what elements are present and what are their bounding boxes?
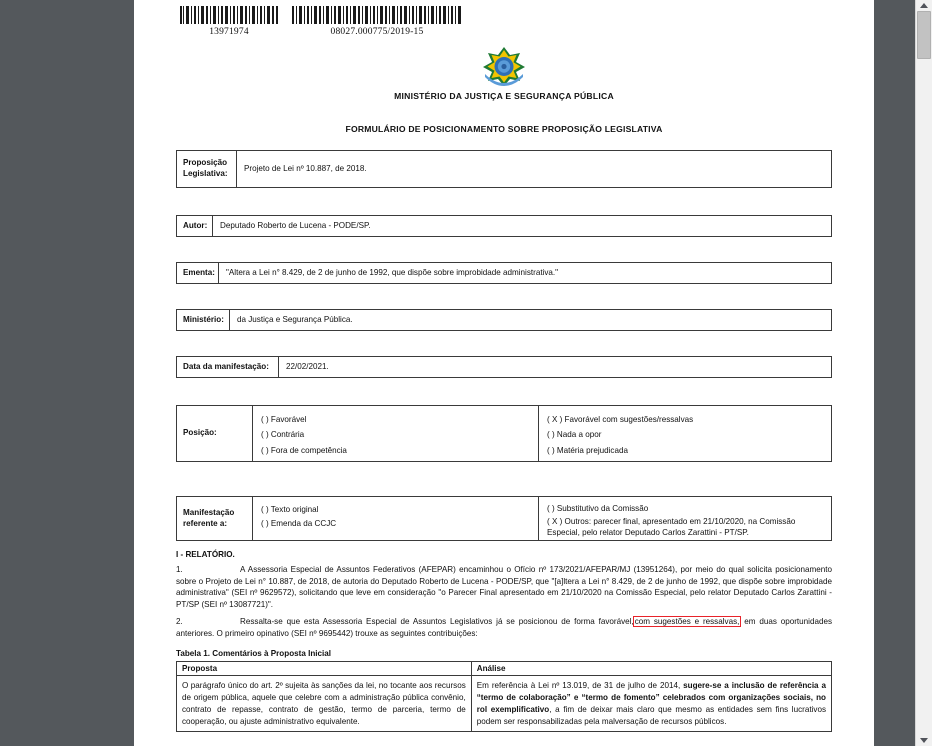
barcode-left [180,6,278,37]
field-value: Projeto de Lei nº 10.887, de 2018. [244,163,367,173]
posicao-option-materia-prejudicada[interactable]: ( ) Matéria prejudicada [547,445,628,455]
field-value: Deputado Roberto de Lucena - PODE/SP. [220,220,371,230]
analise-bold: sugere-se a inclusão de referência a “termo de colaboração” e “termo de fomento” celebrados com organizações sociais, no rol exemplificativo [476,681,826,714]
field-ministerio [176,309,832,331]
posicao-option-fora-de-competencia[interactable]: ( ) Fora de competência [261,445,347,455]
paragraph-number: 2. [176,616,183,626]
barcode-right [292,6,462,37]
field-label: Ementa: [177,263,219,283]
scrollbar-thumb[interactable] [917,11,931,59]
barcode-image [180,6,278,24]
field-label: Data da manifestação: [177,357,279,377]
field-ementa [176,262,832,284]
crest-container [176,45,832,87]
relatorio-paragraph-2 [176,616,832,639]
scroll-down-button[interactable] [916,735,932,746]
posicao-column-left [253,406,538,461]
paragraph-text-after: em duas oportunidades anteriores. O primeiro opinativo (SEI nº 9695442) trouxe as seguintes contribuições: [176,616,833,638]
paragraph-text: A Assessoria Especial de Assuntos Federativos (AFEPAR) encaminhou o Ofício nº 173/2021/AFEPAR/MJ (13951264), por meio do qual solicita posicionamento sobre o Projeto de Lei n° 10.887, de 2018, de autoria do Deputado Roberto de Lucena - PODE/SP, que "[a]ltera a Lei n° 8.429, de 2 de junho de 1992, que dispõe sobre improbidade administrativa" (SEI nº 9629572), solicitando que leve em consideração "o Parecer Final apresentado em 21/10/2020 na Comissão Especial, pelo relator Deputado Carlos Zarattini - PT/SP (SEI nº 13087721)". [176,565,832,610]
table-header-row [177,662,832,676]
paragraph-text-before: Ressalta-se que esta Assessoria Especial de Assuntos Legislativos já se posicionou de forma favorável, [240,616,634,626]
chevron-up-icon [920,3,928,8]
field-autor [176,215,832,237]
cell-analise [471,676,831,732]
table-caption: Tabela 1. Comentários à Proposta Inicial [176,649,332,659]
barcode-row [176,0,832,37]
table-comentarios [176,661,832,732]
relatorio-paragraph-1 [176,564,832,611]
highlighted-text: com sugestões e ressalvas, [634,616,740,626]
field-data-manifestacao [176,356,832,378]
cell-proposta: O parágrafo único do art. 2º sujeita às sanções da lei, no tocante aos recursos de origem pública, aquele que celebre com a administração pública convênio, contrato de repasse, contrato de gestão, termo de parceria, termo de cooperação, ou ajuste administrativo equivalente. [177,676,472,732]
analise-part2: , a fim de deixar mais claro que mesmo as entidades sem fins lucrativos podem ser responsabilizadas pela malversação de recursos públicos. [476,704,826,726]
field-label: Proposição Legislativa: [177,151,237,187]
scroll-up-button[interactable] [916,0,932,11]
posicao-option-favoravel[interactable]: ( ) Favorável [261,415,307,424]
document-page [134,0,874,746]
posicao-option-nada-a-opor[interactable]: ( ) Nada a opor [547,430,602,440]
field-value: "Altera a Lei n° 8.429, de 2 de junho de 1992, que dispõe sobre improbidade administrativa." [226,267,559,277]
manifestacao-label-line1: Manifestação [183,507,235,517]
field-manifestacao-referente [176,496,832,541]
column-header-analise: Análise [471,662,831,676]
chevron-down-icon [920,738,928,743]
barcode-left-number: 13971974 [209,27,249,37]
field-proposicao-legislativa [176,150,832,188]
manifestacao-option-emenda-ccjc[interactable]: ( ) Emenda da CCJC [261,519,337,529]
column-header-proposta: Proposta [177,662,472,676]
manifestacao-column-left [253,497,538,540]
table-row [177,676,832,732]
analise-part1: Em referência à Lei nº 13.019, de 31 de julho de 2014, [476,681,684,691]
vertical-scrollbar[interactable] [915,0,932,746]
manifestacao-option-substitutivo[interactable]: ( ) Substitutivo da Comissão [547,504,649,513]
field-value: 22/02/2021. [286,361,329,371]
field-posicao [176,405,832,462]
barcode-right-number: 08027.000775/2019-15 [330,27,424,37]
field-label: Autor: [177,216,213,236]
organization-name: MINISTÉRIO DA JUSTIÇA E SEGURANÇA PÚBLICA [394,91,614,101]
field-label [177,497,253,540]
posicao-option-favoravel-com-sugestoes[interactable]: ( X ) Favorável com sugestões/ressalvas [547,415,694,424]
posicao-option-contraria[interactable]: ( ) Contrária [261,430,305,440]
field-label: Ministério: [177,310,230,330]
manifestacao-option-outros[interactable]: ( X ) Outros: parecer final, apresentado em 21/10/2020, na Comissão Especial, pelo relator Deputado Carlos Zarattini - PT/SP. [547,517,796,538]
form-title: FORMULÁRIO DE POSICIONAMENTO SOBRE PROPOSIÇÃO LEGISLATIVA [345,124,663,134]
section-title-relatorio: I - RELATÓRIO. [176,550,235,559]
manifestacao-column-right [538,497,831,540]
posicao-column-right [538,406,831,461]
manifestacao-label-line2: referente a: [183,518,228,528]
manifestacao-option-texto-original[interactable]: ( ) Texto original [261,505,319,514]
barcode-image [292,6,462,24]
field-label: Posição: [177,406,253,461]
paragraph-number: 1. [176,565,183,574]
field-value: da Justiça e Segurança Pública. [237,314,353,324]
coat-of-arms-icon [480,45,528,87]
